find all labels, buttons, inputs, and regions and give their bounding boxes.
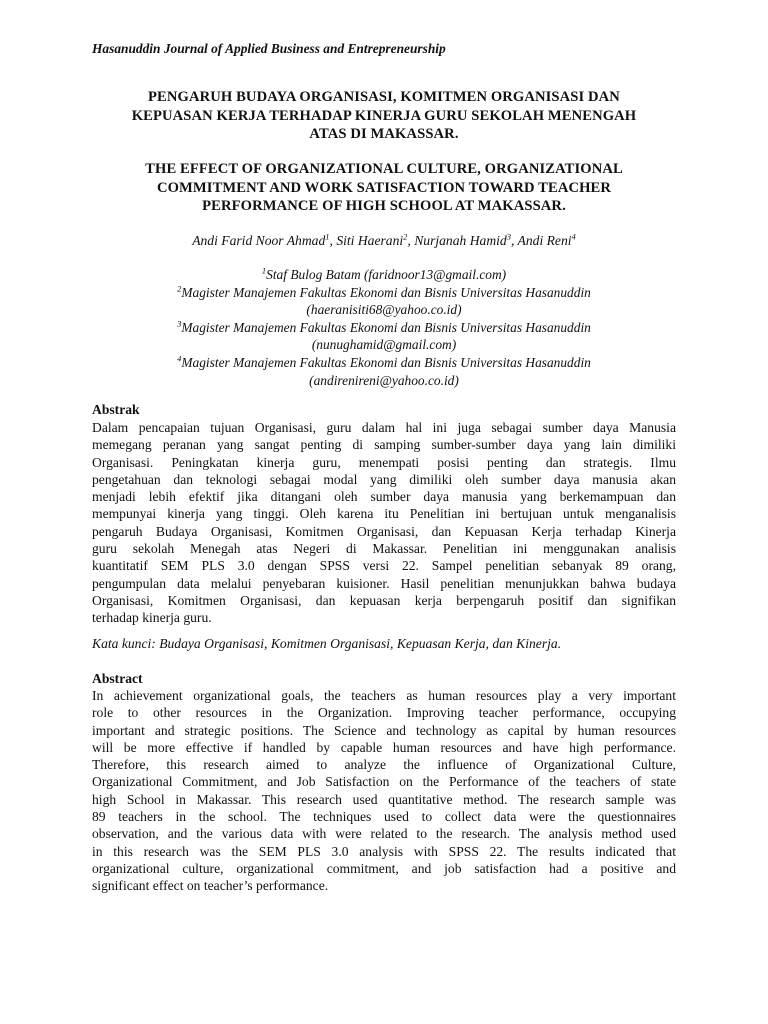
abstract-line: Organizational Commitment, and Job Satisfaction on the Performance of the teachers of state	[92, 774, 676, 790]
abstract-line: important and strategic positions. The Science and technology as capital by human resources	[92, 722, 676, 738]
title-line: THE EFFECT OF ORGANIZATIONAL CULTURE, ORGANIZATIONAL	[145, 161, 623, 177]
title-line: COMMITMENT AND WORK SATISFACTION TOWARD TEACHER	[156, 179, 612, 196]
affiliation-mark: 3	[177, 318, 182, 329]
keywords: Kata kunci: Budaya Organisasi, Komitmen Organisasi, Kepuasan Kerja, dan Kinerja.	[92, 636, 562, 651]
title-line: KEPUASAN KERJA TERHADAP KINERJA GURU SEKOLAH MENENGAH	[131, 107, 637, 124]
abstrak-line: pengumpulan data melalui penyebaran kuisioner. Hasil penelitian menunjukkan bahwa budaya	[92, 575, 676, 591]
journal-header: Hasanuddin Journal of Applied Business and Entrepreneurship	[92, 41, 446, 56]
affiliation-text: Magister Manajemen Fakultas Ekonomi dan Bisnis Universitas Hasanuddin	[181, 319, 591, 335]
author-affiliation-mark: 4	[571, 231, 576, 242]
author-affiliation-mark: 3	[506, 231, 511, 242]
affiliation-email	[92, 336, 676, 354]
abstrak-line: Organisasi, Komitmen Organisasi, dan kepuasan kerja berpengaruh positif dan signifikan	[92, 592, 676, 608]
affiliation-list	[92, 266, 676, 389]
abstract-line: in this research was the SEM PLS 3.0 analysis with SPSS 22. The results indicated that	[92, 843, 676, 859]
affiliation-mark: 1	[261, 265, 267, 276]
affiliation-line	[92, 266, 676, 284]
abstrak-line: Organisasi. Peningkatan kinerja guru, menempati posisi penting dan strategis. Ilmu	[92, 454, 676, 470]
abstract-line: organizational culture, organizational commitment, and job satisfaction had a positive and	[92, 860, 676, 876]
affiliation-email	[92, 301, 676, 319]
abstract-line: role to other resources in the Organization. Improving teacher performance, occupying	[92, 705, 676, 721]
abstrak-line: pengetahuan dan teknologi sebagai modal yang dimiliki oleh sumber daya manusia akan	[92, 471, 676, 487]
affiliation-line	[92, 354, 676, 372]
abstract-heading: Abstract	[92, 671, 143, 686]
abstrak-line: menjadi lebih efektif jika ditangani oleh sumber daya manusia yang berkemampuan dan	[92, 489, 676, 505]
abstrak-line: memegang peranan yang sangat penting di samping sumber-sumber daya yang lain dimiliki	[92, 437, 676, 453]
title-line: PERFORMANCE OF HIGH SCHOOL AT MAKASSAR.	[202, 198, 566, 214]
affiliation-mark: 2	[177, 283, 182, 294]
author-name: Andi Reni	[517, 233, 572, 248]
affiliation-text: (haeranisiti68@yahoo.co.id)	[306, 302, 462, 318]
author-separator: ,	[407, 233, 415, 248]
title-line: PENGARUH BUDAYA ORGANISASI, KOMITMEN ORGANISASI DAN	[148, 89, 620, 105]
affiliation-text: Magister Manajemen Fakultas Ekonomi dan Bisnis Universitas Hasanuddin	[181, 284, 591, 300]
abstract-line: In achievement organizational goals, the teachers as human resources play a very important	[92, 688, 676, 703]
abstrak-line: kuantitatif SEM PLS 3.0 dengan SPSS versi 22. Sampel penelitian sebanyak 89 orang,	[92, 558, 676, 574]
affiliation-line	[92, 284, 676, 302]
abstrak-heading: Abstrak	[92, 402, 140, 417]
author-affiliation-mark: 1	[325, 231, 330, 242]
abstract-line: significant effect on teacher’s performance.	[92, 878, 329, 894]
abstract-line: high School in Makassar. This research used quantitative method. The research sample was	[92, 791, 676, 807]
affiliation-email	[92, 372, 676, 390]
author-name: Nurjanah Hamid	[414, 233, 507, 248]
affiliation-text: Staf Bulog Batam (faridnoor13@gmail.com)	[266, 267, 507, 282]
abstract-line: Therefore, this research aimed to analyze the influence of Organizational Culture,	[92, 757, 676, 773]
title-indonesian	[92, 88, 676, 144]
title-english	[92, 160, 676, 216]
affiliation-text: (andirenireni@yahoo.co.id)	[309, 372, 459, 388]
abstract-body	[92, 687, 676, 895]
affiliation-mark: 4	[177, 353, 182, 364]
abstract-line: observation, and the various data with were related to the research. The analysis method used	[92, 826, 676, 842]
affiliation-text: (nunughamid@gmail.com)	[311, 337, 457, 353]
abstract-line: 89 teachers in the school. The techniques used to collect data were the questionnaires	[92, 809, 676, 825]
author-separator: ,	[510, 233, 518, 248]
abstrak-body	[92, 419, 676, 627]
author-separator: ,	[329, 233, 337, 248]
abstrak-line: pengaruh Budaya Organisasi, Komitmen Organisasi, dan Kepuasan Kerja terhadap Kinerja	[92, 523, 676, 539]
title-line: ATAS DI MAKASSAR.	[309, 126, 459, 142]
author-name: Siti Haerani	[336, 233, 404, 248]
affiliation-text: Magister Manajemen Fakultas Ekonomi dan Bisnis Universitas Hasanuddin	[181, 354, 591, 370]
author-name: Andi Farid Noor Ahmad	[192, 233, 326, 248]
abstrak-line: Dalam pencapaian tujuan Organisasi, guru dalam hal ini juga sebagai sumber daya Manusia	[92, 420, 676, 435]
abstrak-line: guru sekolah Menegah atas Negeri di Makassar. Penelitian ini menggunakan analisis	[92, 541, 676, 557]
author-list	[92, 233, 676, 249]
abstract-line: will be more effective if handled by capable human resources and have high performance.	[92, 739, 676, 755]
author-affiliation-mark: 2	[403, 231, 408, 242]
affiliation-line	[92, 319, 676, 337]
abstrak-line: mempunyai kinerja yang tinggi. Oleh karena itu Penelitian ini bertujuan untuk menganalisis	[92, 506, 676, 522]
abstrak-line: terhadap kinerja guru.	[92, 610, 212, 626]
